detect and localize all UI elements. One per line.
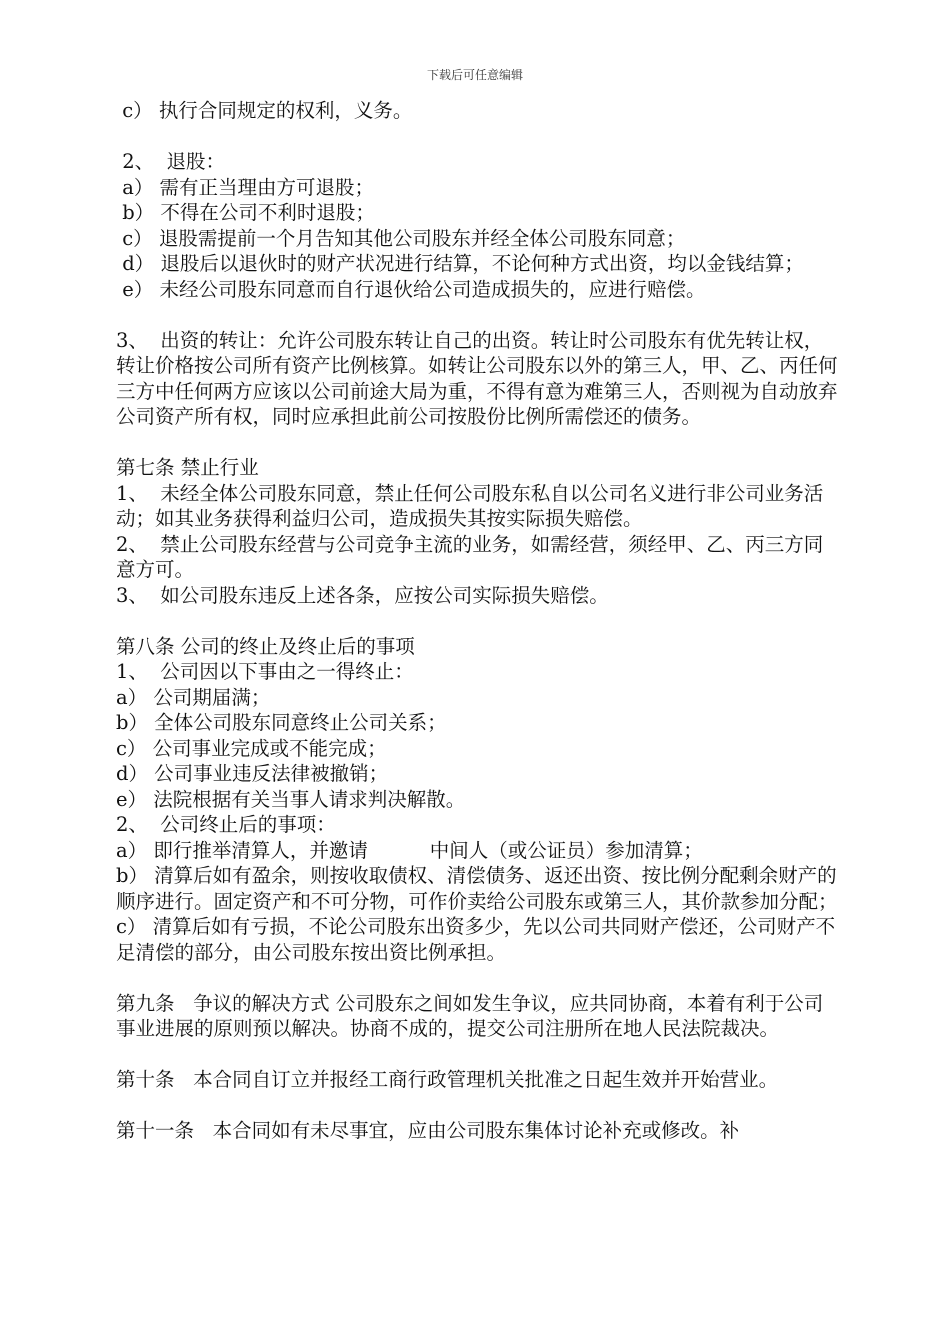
paragraph: b） 不得在公司不利时退股； [116,201,375,224]
paragraph: c） 清算后如有亏损，不论公司股东出资多少，先以公司共同财产偿还，公司财产不足清偿的部分，由公司股东按出资比例承担。 [116,915,836,964]
paragraph: c） 公司事业完成或不能完成； [116,736,387,760]
paragraph: c） 执行合同规定的权利，义务。 [116,99,413,122]
paragraph: b） 全体公司股东同意终止公司关系； [116,711,447,734]
paragraph: a） 需有正当理由方可退股； [116,175,375,199]
paragraph: a） 公司期届满； [116,685,271,709]
paragraph: d） 公司事业违反法律被撤销； [116,762,389,785]
paragraph: b） 清算后如有盈余，则按收取债权、清偿债务、返还出资、按比例分配剩余财产的顺序进行。固定资产和不可分物，可作价卖给公司股东或第三人，其价款参加分配； [116,864,838,913]
paragraph: 第九条 争议的解决方式 公司股东之间如发生争议，应共同协商，本着有利于公司事业进展的原则预以解决。协商不成的，提交公司注册所在地人民法院裁决。 [116,991,824,1040]
paragraph: 2、 禁止公司股东经营与公司竞争主流的业务，如需经营，须经甲、乙、丙三方同意方可。 [116,532,824,581]
paragraph: 2、 退股： [116,150,226,173]
paragraph: d） 退股后以退伙时的财产状况进行结算，不论何种方式出资，均以金钱结算； [116,252,804,275]
paragraph: 第十一条 本合同如有未尽事宜，应由公司股东集体讨论补充或修改。补 [116,1119,740,1142]
paragraph: e） 法院根据有关当事人请求判决解散。 [116,787,466,811]
paragraph: 3、 如公司股东违反上述各条，应按公司实际损失赔偿。 [116,583,609,607]
blank-line [116,1042,838,1068]
paragraph: 第八条 公司的终止及终止后的事项 [116,634,415,658]
paragraph: c） 退股需提前一个月告知其他公司股东并经全体公司股东同意； [116,226,686,250]
paragraph: 2、 公司终止后的事项： [116,813,336,836]
paragraph: e） 未经公司股东同意而自行退伙给公司造成损失的，应进行赔偿。 [116,277,706,301]
blank-line [116,124,838,150]
paragraph: 第十条 本合同自订立并报经工商行政管理机关批准之日起生效并开始营业。 [116,1068,779,1091]
blank-line [116,965,838,991]
page-header: 下载后可任意编辑 [426,68,523,82]
document-body [116,98,838,1144]
paragraph: 1、 公司因以下事由之一得终止： [116,660,414,683]
paragraph: 3、 出资的转让：允许公司股东转让自己的出资。转让时公司股东有优先转让权，转让价格按公司所有资产比例核算。如转让公司股东以外的第三人，甲、乙、丙任何三方中任何两方应该以公司前途大局为重，不得有意为难第三人，否则视为自动放弃公司资产所有权，同时应承担此前公司按股份比例所需偿还的债务。 [116,328,838,428]
blank-line [116,302,838,328]
paragraph: 第七条 禁止行业 [116,456,259,479]
blank-line [116,430,838,456]
paragraph: a） 即行推举清算人，并邀请 中间人（或公证员）参加清算； [116,838,703,862]
blank-line [116,1093,838,1119]
blank-line [116,608,838,634]
paragraph: 1、 未经全体公司股东同意，禁止任何公司股东私自以公司名义进行非公司业务活动；如其业务获得利益归公司，造成损失其按实际损失赔偿。 [116,481,824,530]
